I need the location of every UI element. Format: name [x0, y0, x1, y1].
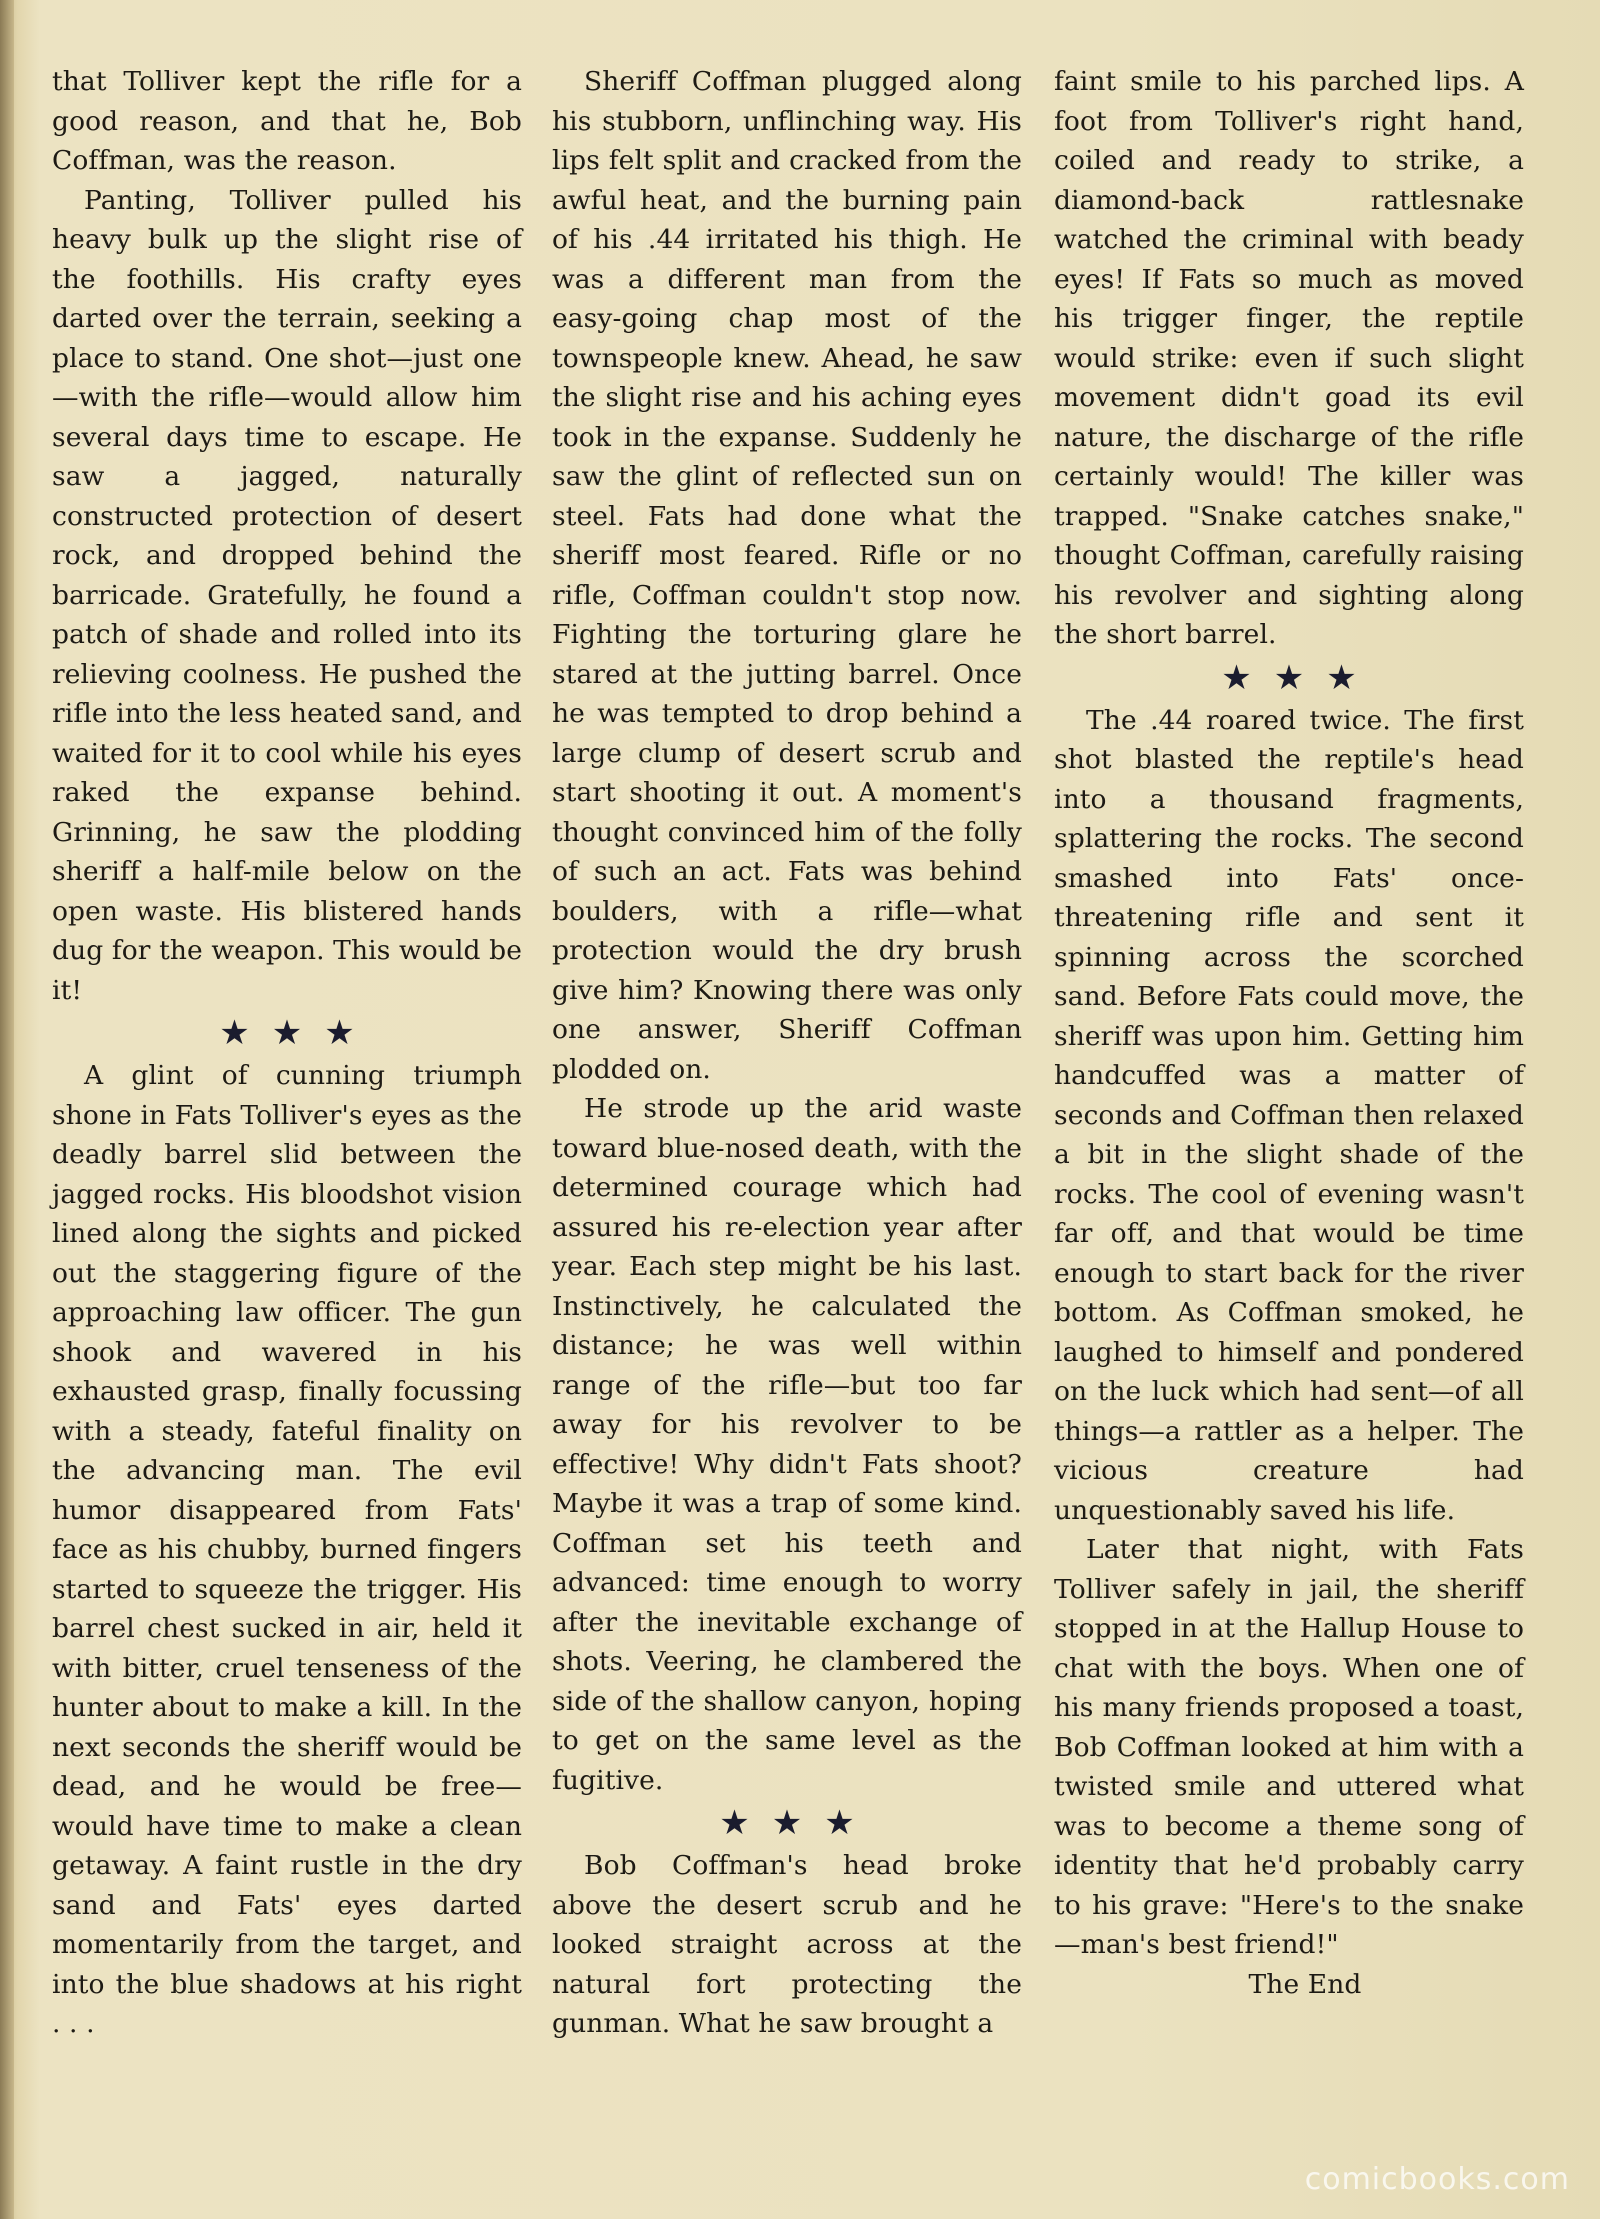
paragraph: He strode up the arid waste toward blue-nosed death, with the determined courage which had assured his re-election year after year. Each step might be his last. Instinctively, he calculated the distance; he was well within range of the rifle—but too far away for his revolver to be effective! Why didn't Fats shoot? Maybe it was a trap of some kind. Coffman set his teeth and advanced: time enough to worry after the inevitable exchange of shots. Veering, he clambered the side of the shallow canyon, hoping to get on the same level as the fugitive. [552, 1093, 1022, 1796]
paragraph: A glint of cunning triumph shone in Fats Tolliver's eyes as the deadly barrel slid between the jagged rocks. His bloodshot vision lined along the sights and picked out the staggering figure of the approaching law officer. The gun shook and wavered in his exhausted grasp, finally focussing with a steady, fateful finality on the advancing man. The evil humor disappeared from Fats' face as his chubby, burned fingers started to squeeze the trigger. His barrel chest sucked in air, held it with bitter, cruel tenseness of the hunter about to make a kill. In the next seconds the sheriff would be dead, and he would be free—would have time to make a clean getaway. A faint rustle in the dry sand and Fats' eyes darted momentarily from the target, and into the blue shadows at his right . . . [52, 1060, 522, 2039]
watermark: comicbooks.com [1304, 2162, 1570, 2197]
section-break-stars: ★★★ [219, 1013, 377, 1053]
paragraph: Panting, Tolliver pulled his heavy bulk up the slight rise of the foothills. His crafty eyes darted over the terrain, seeking a place to stand. One shot—just one—with the rifle—would allow him several days time to escape. He saw a jagged, naturally constructed protection of desert rock, and dropped behind the barricade. Gratefully, he found a patch of shade and rolled into its relieving coolness. He pushed the rifle into the less heated sand, and waited for it to cool while his eyes raked the expanse behind. Grinning, he saw the plodding sheriff a half-mile below on the open waste. His blistered hands dug for the weapon. This would be it! [52, 184, 522, 1006]
paragraph: Bob Coffman's head broke above the desert scrub and he looked straight across at the natural fort protecting the gunman. What he saw brought a [552, 1850, 1022, 2039]
paragraph: Later that night, with Fats Tolliver safely in jail, the sheriff stopped in at the Hallup House to chat with the boys. When one of his many friends proposed a toast, Bob Coffman looked at him with a twisted smile and uttered what was to become a theme song of identity that he'd probably carry to his grave: "Here's to the snake—man's best friend!" [1054, 1534, 1524, 1960]
text-column-1 [52, 62, 522, 2044]
section-break-stars: ★★★ [1221, 657, 1379, 698]
paragraph: Sheriff Coffman plugged along his stubborn, unflinching way. His lips felt split and cracked from the awful heat, and the burning pain of his .44 irritated his thigh. He was a different man from the easy-going chap most of the townspeople knew. Ahead, he saw the slight rise and his aching eyes took in the expanse. Suddenly he saw the glint of reflected sun on steel. Fats had done what the sheriff most feared. Rifle or no rifle, Coffman couldn't stop now. Fighting the torturing glare he stared at the jutting barrel. Once he was tempted to drop behind a large clump of desert scrub and start shooting it out. A moment's thought convinced him of the folly of such an act. Fats was behind boulders, with a rifle—what protection would the dry brush give him? Knowing there was only one answer, Sheriff Coffman plodded on. [552, 66, 1022, 1085]
section-break-stars: ★★★ [719, 1803, 877, 1843]
the-end-label: The End [1248, 1968, 1362, 2000]
paragraph: that Tolliver kept the rifle for a good reason, and that he, Bob Coffman, was the reason. [52, 66, 522, 176]
paragraph: The .44 roared twice. The first shot blasted the reptile's head into a thousand fragments, splattering the rocks. The second smashed into Fats' once-threatening rifle and sent it spinning across the scorched sand. Before Fats could move, the sheriff was upon him. Getting him handcuffed was a matter of seconds and Coffman then relaxed a bit in the slight shade of the rocks. The cool of evening wasn't far off, and that would be time enough to start back for the river bottom. As Coffman smoked, he laughed to himself and pondered on the luck which had sent—of all things—a rattler as a helper. The vicious creature had unquestionably saved his life. [1054, 704, 1524, 1526]
page-spine-shadow [0, 0, 14, 2219]
paragraph: faint smile to his parched lips. A foot from Tolliver's right hand, coiled and ready to strike, a diamond-back rattlesnake watched the criminal with beady eyes! If Fats so much as moved his trigger finger, the reptile would strike: even if such slight movement didn't goad its evil nature, the discharge of the rifle certainly would! The killer was trapped. "Snake catches snake," thought Coffman, carefully raising his revolver and sighting along the short barrel. [1054, 66, 1524, 650]
text-column-3 [1054, 62, 1524, 2004]
text-column-2 [552, 62, 1022, 2044]
